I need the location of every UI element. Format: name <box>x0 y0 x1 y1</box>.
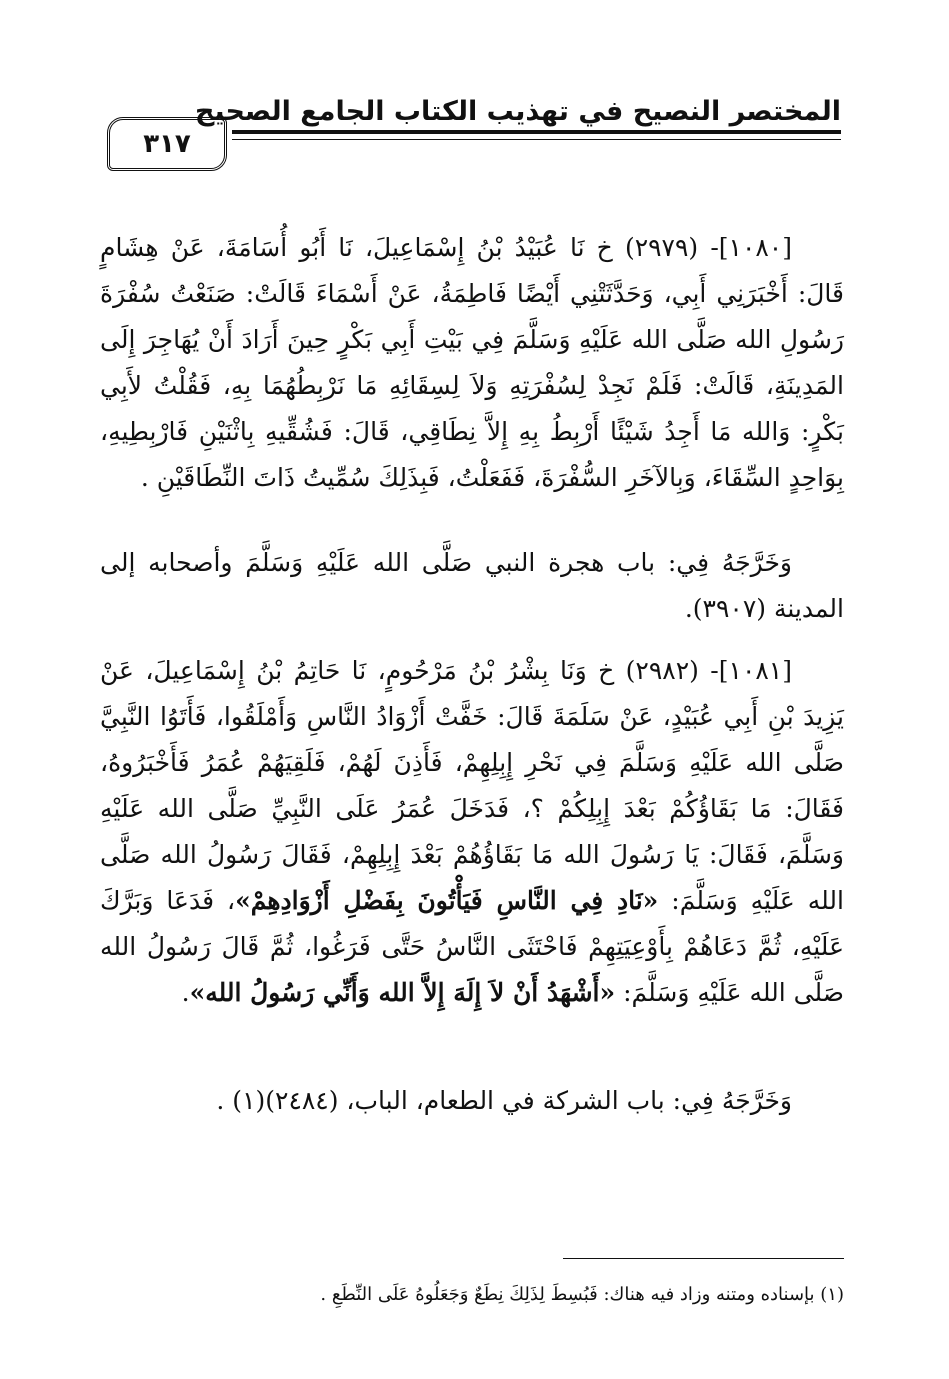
hadith-1081-takhrij-block <box>100 1078 844 1124</box>
hadith-1081-takhrij: وَخَرَّجَهُ فِي: باب الشركة في الطعام، الباب، (٢٤٨٤)(١) . <box>216 1086 792 1115</box>
running-title: المختصر النصيح في تهذيب الكتاب الجامع الصحيح <box>194 96 841 127</box>
page-number: ٣١٧ <box>143 129 191 159</box>
footnote-separator <box>563 1258 844 1259</box>
page-header <box>0 0 949 175</box>
footnote: (١) بإسناده ومتنه وزاد فيه هناك: فَبُسِطَ لِذَلِكَ نِطَعٌ وَجَعَلُوهُ عَلَى النِّطَعِ . <box>320 1284 844 1305</box>
hadith-1080-text: [١٠٨٠]- (٢٩٧٩) خ نَا عُبَيْدُ بْنُ إِسْمَاعِيلَ، نَا أَبُو أُسَامَةَ، عَنْ هِشَامٍ قَالَ: أَخْبَرَنِي أَبِي، وَحَدَّثَتْنِي أَيْضًا فَاطِمَةُ، عَنْ أَسْمَاءَ قَالَتْ: صَنَعْتُ سُفْرَةَ رَسُولِ الله صَلَّى الله عَلَيْهِ وَسَلَّمَ فِي بَيْتِ أَبِي بَكْرٍ حِينَ أَرَادَ أَنْ يُهَاجِرَ إِلَى المَدِينَةِ، قَالَتْ: فَلَمْ نَجِدْ لِسُفْرَتِهِ وَلاَ لِسِقَائِهِ مَا نَرْبِطُهُمَا بِهِ، فَقُلْتُ لأَبِي بَكْرٍ: وَالله مَا أَجِدُ شَيْئًا أَرْبِطُ بِهِ إِلاَّ نِطَاقِي، قَالَ: فَشُقِّيهِ بِاثْنَيْنِ فَارْبِطِيهِ، بِوَاحِدٍ السِّقَاءَ، وَبِالآخَرِ السُّفْرَةَ، فَفَعَلْتُ، فَبِذَلِكَ سُمِّيتُ ذَاتَ النِّطَاقَيْنِ . <box>100 233 844 492</box>
page-number-box <box>107 117 227 171</box>
hadith-1081-text <box>100 648 844 1016</box>
header-rule-thin <box>232 139 841 140</box>
hadith-1081 <box>100 648 844 1016</box>
prophetic-quote-2: «أَشْهَدُ أَنْ لاَ إِلَهَ إِلاَّ الله وَأَنِّي رَسُولُ الله» <box>189 978 616 1007</box>
hadith-1081-text-middle: ، فَدَعَا وَبَرَّكَ عَلَيْهِ، ثُمَّ دَعَاهُمْ بِأَوْعِيَتِهِمْ فَاحْتَثَى النَّاسُ حَتَّى فَرَغُوا، ثُمَّ قَالَ رَسُولُ الله صَلَّى الله عَلَيْهِ وَسَلَّمَ: <box>100 886 844 1007</box>
hadith-1080-takhrij-block <box>100 540 844 632</box>
hadith-1080 <box>100 225 844 501</box>
header-rule-thick <box>232 130 841 134</box>
hadith-1080-takhrij: وَخَرَّجَهُ فِي: باب هجرة النبي صَلَّى الله عَلَيْهِ وَسَلَّمَ وأصحابه إلى المدينة (٣٩٠٧). <box>100 548 844 623</box>
hadith-1081-text-after: . <box>181 978 190 1007</box>
hadith-1081-text-before: [١٠٨١]- (٢٩٨٢) خ وَنَا بِشْرُ بْنُ مَرْحُومٍ، نَا حَاتِمُ بْنُ إِسْمَاعِيلَ، عَنْ يَزِيدَ بْنِ أَبِي عُبَيْدٍ، عَنْ سَلَمَةَ قَالَ: خَفَّتْ أَزْوَادُ النَّاسِ وَأَمْلَقُوا، فَأَتَوُا النَّبِيَّ صَلَّى الله عَلَيْهِ وَسَلَّمَ فِي نَحْرِ إِبِلِهِمْ، فَأَذِنَ لَهُمْ، فَلَقِيَهُمْ عُمَرُ فَأَخْبَرُوهُ، فَقَالَ: مَا بَقَاؤُكُمْ بَعْدَ إِبِلِكُمْ ؟، فَدَخَلَ عُمَرُ عَلَى النَّبِيِّ صَلَّى الله عَلَيْهِ وَسَلَّمَ، فَقَالَ: يَا رَسُولَ الله مَا بَقَاؤُهُمْ بَعْدَ إِبِلِهِمْ، فَقَالَ رَسُولُ الله صَلَّى الله عَلَيْهِ وَسَلَّمَ: <box>100 656 844 915</box>
prophetic-quote-1: «نَادِ فِي النَّاسِ فَيَأْتُونَ بِفَضْلِ أَزْوَادِهِمْ» <box>235 886 659 915</box>
